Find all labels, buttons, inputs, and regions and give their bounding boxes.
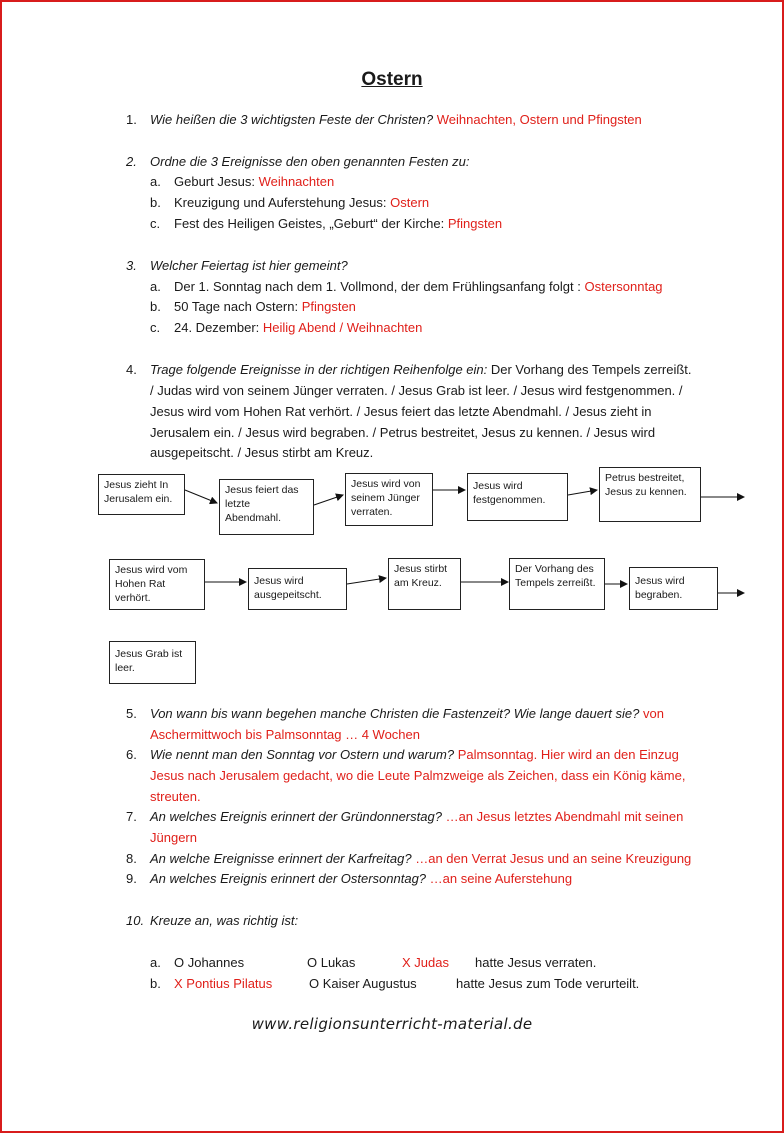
flow-box-4: Jesus wird festgenommen.	[467, 473, 568, 521]
flow-box-1: Jesus zieht In Jerusalem ein.	[98, 474, 185, 515]
q4-event-text-2: Jesus wird vom Hohen Rat verhört. / Jesus feiert das letzte Abendmahl. / Jesus zieht in	[150, 404, 652, 419]
q2-b-text: Kreuzigung und Auferstehung Jesus:	[174, 195, 387, 210]
flow-box-7: Jesus wird ausgepeitscht.	[248, 568, 347, 610]
q7-number: 7.	[126, 809, 137, 824]
q10-a-option-lukas: O Lukas	[307, 955, 356, 970]
q9-answer: …an seine Auferstehung	[429, 871, 573, 886]
q2-c-answer: Pfingsten	[447, 216, 503, 231]
q4-event-text-4: ausgepeitscht. / Jesus stirbt am Kreuz.	[150, 445, 374, 460]
q9-number: 9.	[126, 871, 137, 886]
q3-a-text: Der 1. Sonntag nach dem 1. Vollmond, der dem Frühlingsanfang folgt :	[174, 279, 581, 294]
q3-a-letter: a.	[150, 279, 161, 294]
q5-answer-a: von	[643, 706, 664, 721]
q2-a-answer: Weihnachten	[258, 174, 335, 189]
q2-c-text: Fest des Heiligen Geistes, „Geburt“ der Kirche:	[174, 216, 445, 231]
q10-number: 10.	[126, 913, 145, 928]
q7-answer-a: …an Jesus letztes Abendmahl mit seinen	[445, 809, 684, 824]
q3-c-text: 24. Dezember:	[174, 320, 260, 335]
q3-b-text: 50 Tage nach Ostern:	[174, 299, 299, 314]
arrow-7-8	[347, 578, 386, 584]
q5-number: 5.	[126, 706, 137, 721]
q10-b-letter: b.	[150, 976, 161, 991]
footer-website: www.religionsunterricht-material.de	[251, 1015, 533, 1033]
q6-answer-a: Palmsonntag. Hier wird an den Einzug	[457, 747, 679, 762]
q5-line-0	[150, 705, 664, 722]
flow-box-5: Petrus bestreitet, Jesus zu kennen.	[599, 467, 701, 522]
q10-a-option-johannes: O Johannes	[174, 955, 245, 970]
q10-question: Kreuze an, was richtig ist:	[150, 913, 299, 928]
q4-question: Trage folgende Ereignisse in der richtigen Reihenfolge ein:	[150, 362, 488, 377]
flow-box-11: Jesus Grab ist leer.	[109, 641, 196, 684]
q4-number: 4.	[126, 362, 137, 377]
q2-a-letter: a.	[150, 174, 161, 189]
q10-b-option-pilatus: X Pontius Pilatus	[174, 976, 273, 991]
flow-box-9: Der Vorhang des Tempels zerreißt.	[509, 558, 605, 610]
q3-c-answer: Heilig Abend / Weihnachten	[262, 320, 423, 335]
q8-question: An welche Ereignisse erinnert der Karfreitag?	[150, 851, 412, 866]
arrow-4-5	[568, 490, 597, 495]
q7-line-0	[150, 808, 683, 825]
q4-event-text-0: Der Vorhang des Tempels zerreißt.	[490, 362, 692, 377]
q6-answer-b: Jesus nach Jerusalem gedacht, wo die Leute Palmzweige als Zeichen, dass ein König käme,	[150, 768, 686, 783]
arrow-2-3	[314, 495, 343, 505]
q3-b-answer: Pfingsten	[301, 299, 356, 314]
q5-answer-b: Aschermittwoch bis Palmsonntag … 4 Wochen	[150, 727, 420, 742]
q10-a-tail: hatte Jesus verraten.	[475, 955, 597, 970]
arrow-1-2	[185, 490, 217, 503]
q2-b-letter: b.	[150, 195, 161, 210]
q10-b-tail: hatte Jesus zum Tode verurteilt.	[456, 976, 640, 991]
q2-a-text: Geburt Jesus:	[174, 174, 255, 189]
flow-box-2: Jesus feiert das letzte Abendmahl.	[219, 479, 314, 535]
q8-answer: …an den Verrat Jesus und an seine Kreuzigung	[415, 851, 692, 866]
q10-a-letter: a.	[150, 955, 161, 970]
q4-event-text-1: / Judas wird von seinem Jünger verraten. / Jesus Grab ist leer. / Jesus wird festgenommen. /	[150, 383, 683, 398]
flow-box-6: Jesus wird vom Hohen Rat verhört.	[109, 559, 205, 610]
flow-box-3: Jesus wird von seinem Jünger verraten.	[345, 473, 433, 526]
q7-answer-b: Jüngern	[150, 830, 197, 845]
q3-number: 3.	[126, 258, 137, 273]
page-title: Ostern	[361, 69, 423, 90]
q1-question: Wie heißen die 3 wichtigsten Feste der Christen?	[150, 112, 434, 127]
q9-line	[150, 870, 572, 887]
q3-c-letter: c.	[150, 320, 161, 335]
q6-question: Wie nennt man den Sonntag vor Ostern und warum?	[150, 747, 455, 762]
q4-event-text-3: Jerusalem ein. / Jesus wird begraben. / Petrus bestreitet, Jesus zu kennen. / Jesus wird	[150, 425, 656, 440]
q8-line	[150, 850, 691, 867]
q2-b-answer: Ostern	[390, 195, 430, 210]
q2-number: 2.	[126, 154, 137, 169]
flow-box-10: Jesus wird begraben.	[629, 567, 718, 610]
q9-question: An welches Ereignis erinnert der Ostersonntag?	[150, 871, 427, 886]
q3-b-letter: b.	[150, 299, 161, 314]
q6-answer-c: streuten.	[150, 789, 201, 804]
q10-b-option-augustus: O Kaiser Augustus	[309, 976, 417, 991]
flow-box-8: Jesus stirbt am Kreuz.	[388, 558, 461, 610]
q10-a-option-judas: X Judas	[402, 955, 449, 970]
q8-number: 8.	[126, 851, 137, 866]
q1-answer: Weihnachten, Ostern und Pfingsten	[436, 112, 642, 127]
q2-question: Ordne die 3 Ereignisse den oben genannten Festen zu:	[150, 154, 470, 169]
q6-number: 6.	[126, 747, 137, 762]
q2-c-letter: c.	[150, 216, 161, 231]
q7-question: An welches Ereignis erinnert der Gründonnerstag?	[150, 809, 442, 824]
q1-number: 1.	[126, 112, 137, 127]
q3-question: Welcher Feiertag ist hier gemeint?	[150, 258, 348, 273]
q6-line-0	[150, 746, 679, 763]
q5-question: Von wann bis wann begehen manche Christen die Fastenzeit? Wie lange dauert sie?	[150, 706, 640, 721]
q3-a-answer: Ostersonntag	[584, 279, 663, 294]
